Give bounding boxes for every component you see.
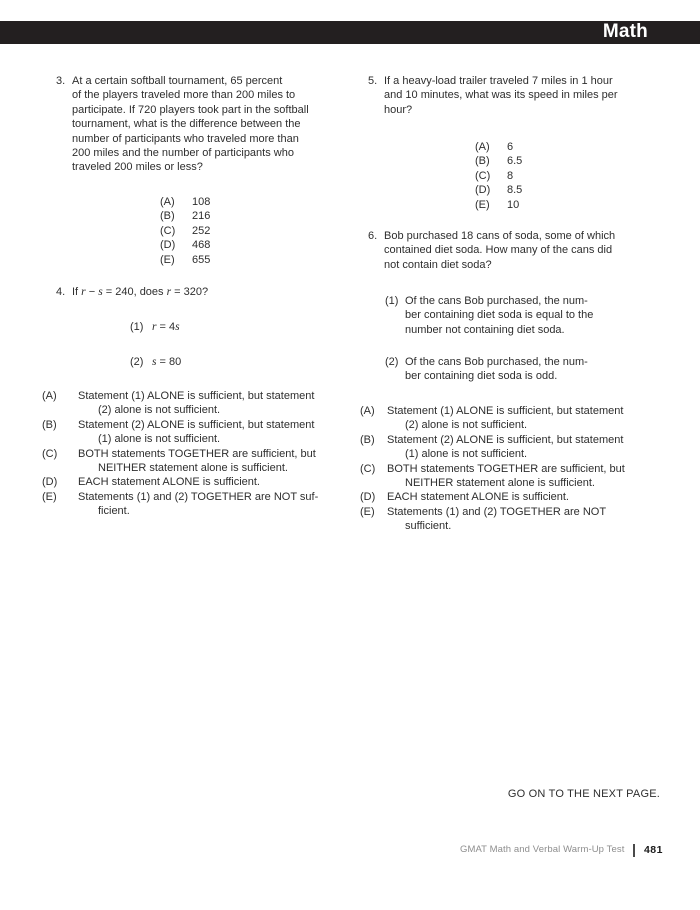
answer-option-a xyxy=(42,389,318,418)
option-text: EACH statement ALONE is sufficient. xyxy=(387,491,569,504)
statement-label: (1) xyxy=(130,321,144,333)
choice-label: (C) xyxy=(160,224,176,237)
question-4-statement-2 xyxy=(130,355,181,369)
choice-value: 6 xyxy=(507,141,514,153)
question-5 xyxy=(368,74,618,117)
answer-option-c xyxy=(42,447,318,476)
choice-label: (A) xyxy=(160,196,175,208)
option-label: (B) xyxy=(42,418,57,431)
choice-label: (E) xyxy=(160,253,175,266)
choice-row xyxy=(160,224,210,238)
choice-value: 655 xyxy=(192,253,211,266)
choice-value: 252 xyxy=(192,224,211,237)
statement-text: Of the cans Bob purchased, the num- ber containing diet soda is odd. xyxy=(405,356,588,383)
statement-text: r = 4s xyxy=(152,321,180,333)
question-5-number: 5. xyxy=(368,75,378,87)
choice-row xyxy=(160,238,210,252)
question-3 xyxy=(56,74,309,175)
statement-text: s = 80 xyxy=(152,356,182,368)
option-text: EACH statement ALONE is sufficient. xyxy=(78,476,260,489)
question-3-text: At a certain softball tournament, 65 percent of the players traveled more than 200 miles to participate. If 720 players took part in the softball tournament, what is the difference between the number of participants who traveled more than 200 miles and the number of participants who traveled 200 miles or less? xyxy=(72,75,309,174)
option-text: Statement (1) ALONE is sufficient, but statement (2) alone is not sufficient. xyxy=(387,405,624,432)
question-4 xyxy=(56,285,208,299)
option-label: (D) xyxy=(42,476,58,489)
choice-value: 108 xyxy=(192,196,211,208)
question-3-number: 3. xyxy=(56,75,66,87)
option-label: (E) xyxy=(42,490,57,503)
choice-row xyxy=(475,140,522,154)
page-number: 481 xyxy=(643,844,663,856)
choice-label: (E) xyxy=(475,198,490,211)
choice-row xyxy=(475,198,522,212)
choice-value: 10 xyxy=(507,198,520,211)
question-6-statement-2 xyxy=(385,355,588,384)
choice-row xyxy=(475,183,522,197)
statement-label: (2) xyxy=(385,356,399,368)
option-text: BOTH statements TOGETHER are sufficient, but NEITHER statement alone is sufficient. xyxy=(387,462,625,490)
answer-option-e xyxy=(42,490,318,519)
choice-label: (D) xyxy=(160,239,176,252)
footer-divider xyxy=(633,844,635,857)
choice-label: (C) xyxy=(475,169,491,182)
page-footer xyxy=(460,843,663,857)
answer-option-b xyxy=(360,433,625,462)
choice-row xyxy=(160,253,210,267)
choice-label: (D) xyxy=(475,184,491,197)
question-5-choices xyxy=(475,140,522,212)
choice-label: (B) xyxy=(475,155,490,168)
answer-options-right xyxy=(360,404,625,534)
choice-label: (B) xyxy=(160,210,175,223)
option-label: (C) xyxy=(360,462,376,475)
section-header-bar xyxy=(0,21,700,44)
option-text: Statement (1) ALONE is sufficient, but statement (2) alone is not sufficient. xyxy=(78,390,315,417)
option-text: Statement (2) ALONE is sufficient, but statement (1) alone is not sufficient. xyxy=(387,433,624,461)
option-text: Statements (1) and (2) TOGETHER are NOT suf- ficient. xyxy=(78,490,319,518)
question-6-statement-1 xyxy=(385,294,593,337)
choice-row xyxy=(160,195,210,209)
option-label: (B) xyxy=(360,433,375,446)
choice-value: 216 xyxy=(192,210,211,223)
choice-value: 8.5 xyxy=(507,184,523,197)
answer-option-e xyxy=(360,505,625,534)
statement-label: (1) xyxy=(385,295,399,307)
answer-option-d xyxy=(42,475,318,489)
question-5-text: If a heavy-load trailer traveled 7 miles in 1 hour and 10 minutes, what was its speed in miles per hour? xyxy=(384,75,618,116)
question-3-choices xyxy=(160,195,210,267)
option-text: BOTH statements TOGETHER are sufficient, but NEITHER statement alone is sufficient. xyxy=(78,447,316,475)
choice-value: 468 xyxy=(192,239,211,252)
statement-label: (2) xyxy=(130,356,144,368)
option-label: (E) xyxy=(360,505,375,518)
answer-option-b xyxy=(42,418,318,447)
choice-value: 6.5 xyxy=(507,155,523,168)
choice-row xyxy=(160,209,210,223)
answer-option-c xyxy=(360,462,625,491)
option-text: Statements (1) and (2) TOGETHER are NOT sufficient. xyxy=(387,505,607,533)
answer-options-left xyxy=(42,389,318,519)
book-title: GMAT Math and Verbal Warm-Up Test xyxy=(459,844,625,855)
option-label: (D) xyxy=(360,491,376,504)
question-4-text: If r − s = 240, does r = 320? xyxy=(72,286,209,298)
option-label: (A) xyxy=(360,405,375,417)
question-4-number: 4. xyxy=(56,286,66,298)
option-label: (A) xyxy=(42,390,57,402)
option-text: Statement (2) ALONE is sufficient, but statement (1) alone is not sufficient. xyxy=(78,418,315,446)
option-label: (C) xyxy=(42,447,58,460)
question-6 xyxy=(368,229,615,272)
answer-option-d xyxy=(360,490,625,504)
answer-option-a xyxy=(360,404,625,433)
statement-text: Of the cans Bob purchased, the num- ber containing diet soda is equal to the number not containing diet soda. xyxy=(405,295,594,336)
choice-row xyxy=(475,169,522,183)
choice-label: (A) xyxy=(475,141,490,153)
choice-row xyxy=(475,154,522,168)
go-on-instruction: GO ON TO THE NEXT PAGE. xyxy=(507,788,660,800)
question-4-statement-1 xyxy=(130,320,180,334)
choice-value: 8 xyxy=(507,169,514,182)
question-6-number: 6. xyxy=(368,230,378,242)
section-title: Math xyxy=(602,21,648,43)
question-6-text: Bob purchased 18 cans of soda, some of which contained diet soda. How many of the cans did not contain diet soda? xyxy=(384,230,616,271)
